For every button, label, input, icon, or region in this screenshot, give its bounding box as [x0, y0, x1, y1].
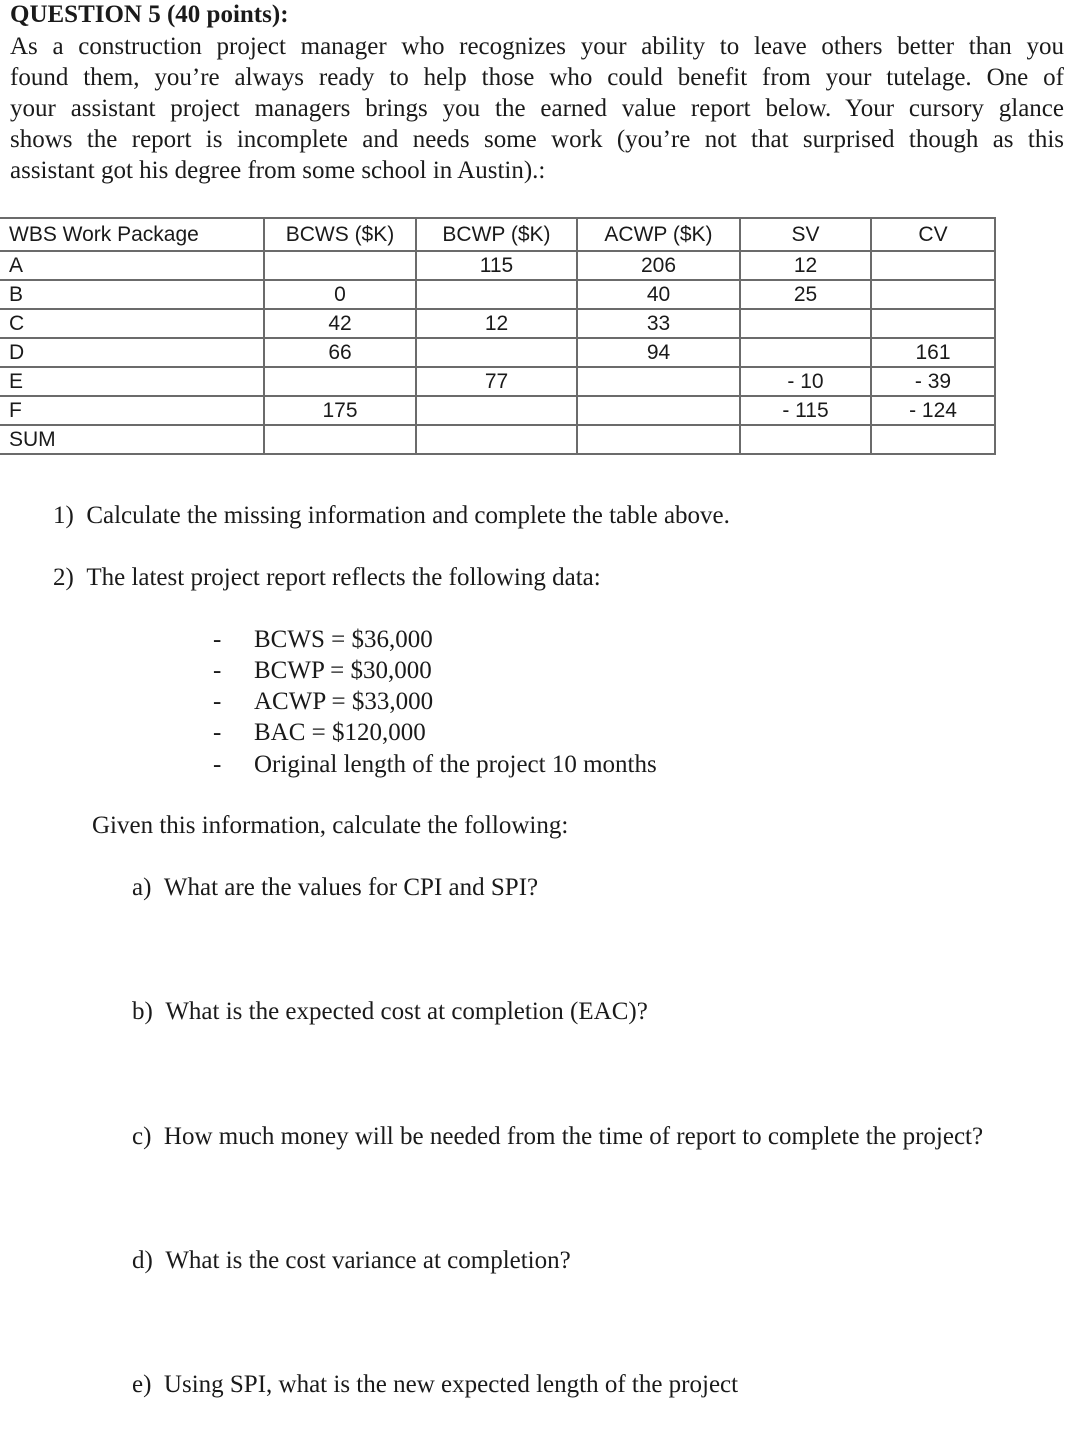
- cell-bcws: 42: [264, 309, 416, 338]
- bullet-text: BCWP = $30,000: [254, 657, 432, 684]
- cell-wbs: E: [0, 367, 264, 396]
- intro-line: your assistant project managers brings you the earned value report below. Your cursory glance: [10, 95, 1064, 122]
- cell-bcws: [264, 251, 416, 280]
- bullet-dash: -: [213, 719, 222, 746]
- intro-line: As a construction project manager who recognizes your ability to leave others better than you: [10, 33, 1064, 60]
- given-statement: Given this information, calculate the following:: [92, 812, 569, 839]
- intro-line: found them, you’re always ready to help those who could benefit from your tutelage. One of: [10, 64, 1064, 91]
- header-bcws: BCWS ($K): [264, 218, 416, 251]
- cell-sv: 25: [740, 280, 871, 309]
- cell-cv: [871, 280, 995, 309]
- bullet-text: ACWP = $33,000: [254, 688, 434, 715]
- earned-value-table: [0, 217, 996, 455]
- cell-sv: [740, 425, 871, 454]
- sub-question-e: e) Using SPI, what is the new expected length of the project: [132, 1371, 739, 1398]
- bullet-dash: -: [213, 626, 222, 653]
- bullet-dash: -: [213, 751, 222, 778]
- bullet-text: BCWS = $36,000: [254, 626, 433, 653]
- question-1: 1) Calculate the missing information and complete the table above.: [53, 502, 730, 529]
- cell-sv: [740, 309, 871, 338]
- cell-bcws: [264, 425, 416, 454]
- cell-acwp: 206: [577, 251, 740, 280]
- cell-bcwp: [416, 280, 577, 309]
- question-title: QUESTION 5 (40 points):: [10, 1, 289, 28]
- cell-bcws: [264, 367, 416, 396]
- cell-wbs: SUM: [0, 425, 264, 454]
- cell-cv: - 39: [871, 367, 995, 396]
- cell-acwp: [577, 425, 740, 454]
- cell-bcws: 0: [264, 280, 416, 309]
- header-acwp: ACWP ($K): [577, 218, 740, 251]
- cell-cv: [871, 425, 995, 454]
- cell-bcws: 175: [264, 396, 416, 425]
- cell-cv: 161: [871, 338, 995, 367]
- cell-sv: - 10: [740, 367, 871, 396]
- cell-bcwp: 12: [416, 309, 577, 338]
- table-row: [0, 338, 995, 367]
- cell-bcwp: [416, 338, 577, 367]
- cell-bcwp: 77: [416, 367, 577, 396]
- cell-acwp: 40: [577, 280, 740, 309]
- cell-wbs: A: [0, 251, 264, 280]
- bullet-text: Original length of the project 10 months: [254, 751, 657, 778]
- header-cv: CV: [871, 218, 995, 251]
- header-wbs: WBS Work Package: [0, 218, 264, 251]
- cell-wbs: C: [0, 309, 264, 338]
- table-row: [0, 280, 995, 309]
- cell-sv: - 115: [740, 396, 871, 425]
- sub-question-b: b) What is the expected cost at completion (EAC)?: [132, 998, 648, 1025]
- table-row-sum: [0, 425, 995, 454]
- intro-line: shows the report is incomplete and needs some work (you’re not that surprised though as this: [10, 126, 1064, 153]
- cell-cv: [871, 251, 995, 280]
- sub-question-c: c) How much money will be needed from the time of report to complete the project?: [132, 1123, 984, 1150]
- table-row: [0, 309, 995, 338]
- bullet-dash: -: [213, 688, 222, 715]
- cell-wbs: B: [0, 280, 264, 309]
- cell-acwp: 94: [577, 338, 740, 367]
- sub-question-a: a) What are the values for CPI and SPI?: [132, 874, 539, 901]
- header-sv: SV: [740, 218, 871, 251]
- cell-cv: [871, 309, 995, 338]
- table-row: [0, 396, 995, 425]
- intro-paragraph: [10, 31, 1064, 186]
- question-2: 2) The latest project report reflects the following data:: [53, 564, 601, 591]
- cell-acwp: [577, 396, 740, 425]
- bullet-text: BAC = $120,000: [254, 719, 426, 746]
- cell-acwp: 33: [577, 309, 740, 338]
- cell-wbs: F: [0, 396, 264, 425]
- cell-acwp: [577, 367, 740, 396]
- cell-wbs: D: [0, 338, 264, 367]
- table-header-row: [0, 218, 995, 251]
- cell-bcws: 66: [264, 338, 416, 367]
- intro-line: assistant got his degree from some school in Austin).:: [10, 157, 546, 184]
- sub-question-d: d) What is the cost variance at completion?: [132, 1247, 571, 1274]
- table-row: [0, 367, 995, 396]
- header-bcwp: BCWP ($K): [416, 218, 577, 251]
- table-row: [0, 251, 995, 280]
- bullet-dash: -: [213, 657, 222, 684]
- cell-sv: [740, 338, 871, 367]
- cell-bcwp: [416, 396, 577, 425]
- cell-sv: 12: [740, 251, 871, 280]
- cell-bcwp: 115: [416, 251, 577, 280]
- cell-bcwp: [416, 425, 577, 454]
- cell-cv: - 124: [871, 396, 995, 425]
